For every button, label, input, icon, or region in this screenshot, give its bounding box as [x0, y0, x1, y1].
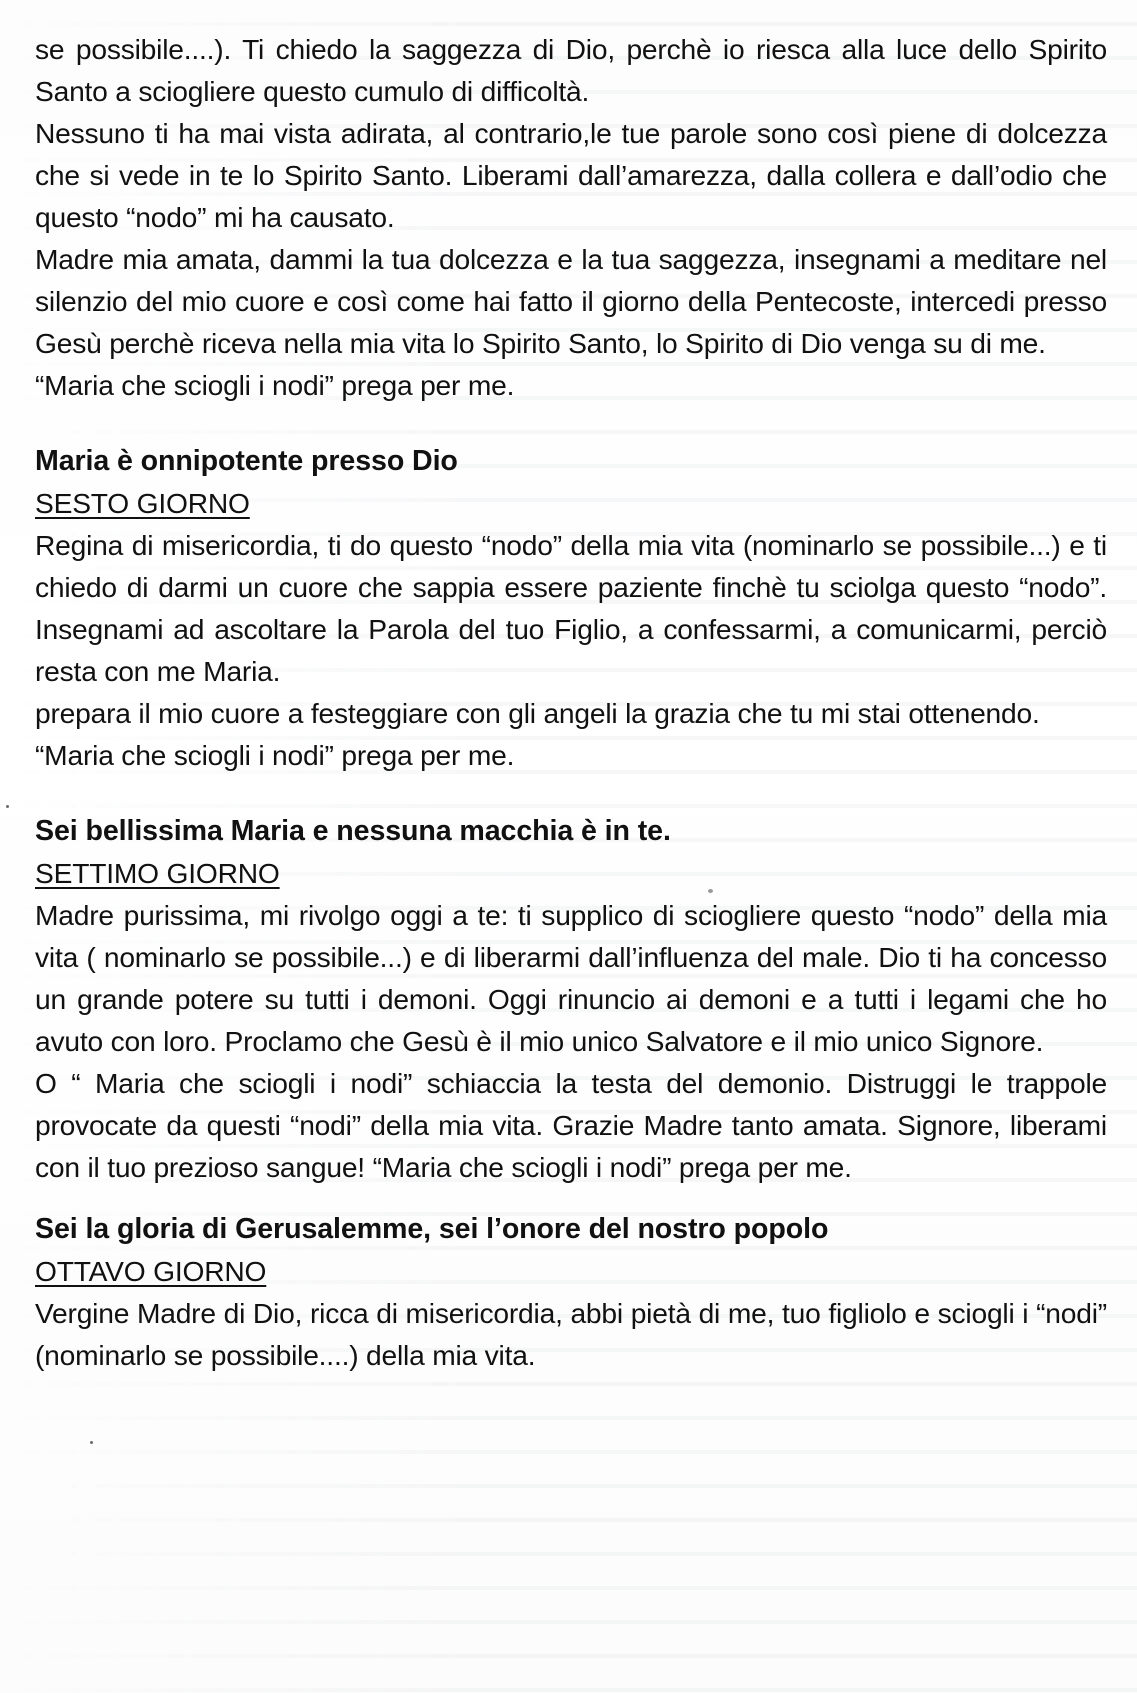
paper-speck	[90, 1441, 93, 1444]
refrain-pray-for-me: “Maria che sciogli i nodi” prega per me.	[35, 369, 515, 401]
paragraph-prepare-heart: prepara il mio cuore a festeggiare con gli angeli la grazia che tu mi stai ottenendo.	[35, 697, 1040, 729]
paragraph-pentecost: Madre mia amata, dammi la tua dolcezza e la tua saggezza, insegnami a meditare nel silenzio del mio cuore e così come hai fatto il giorno della Pentecoste, intercedi presso Gesù perchè riceva nella mia vita lo Spirito Santo, lo Spirito di Dio venga su di me.	[35, 243, 1107, 359]
paper-speck	[708, 889, 713, 893]
paragraph-most-pure-mother: Madre purissima, mi rivolgo oggi a te: ti supplico di sciogliere questo “nodo” della mia vita ( nominarlo se possibile...) e di liberarmi dall’influenza del male. Dio ti ha concesso un grande potere su tutti i demoni. Oggi rinuncio ai demoni e a tutti i legami che ho avuto con loro. Proclamo che Gesù è il mio unico Salvatore e il mio unico Signore.	[35, 899, 1107, 1057]
section-heading-6: Maria è onnipotente presso Dio	[35, 445, 458, 477]
day-label-8	[35, 1250, 1107, 1292]
section-heading-8: Sei la gloria di Gerusalemme, sei l’onore del nostro popolo	[35, 1213, 829, 1245]
spacer	[35, 776, 1107, 810]
spacer	[35, 1188, 1107, 1208]
day-title-ottavo: OTTAVO GIORNO	[35, 1255, 267, 1287]
day-label-7	[35, 852, 1107, 894]
paragraph-queen-of-mercy: Regina di misericordia, ti do questo “nodo” della mia vita (nominarlo se possibile...) e ti chiedo di darmi un cuore che sappia essere paziente finchè tu sciolga questo “nodo”. Insegnami ad ascoltare la Parola del tuo Figlio, a confessarmi, a comunicarmi, perciò resta con me Maria.	[35, 529, 1107, 687]
day-label-6	[35, 482, 1107, 524]
paragraph-wisdom-request: se possibile....). Ti chiedo la saggezza di Dio, perchè io riesca alla luce dello Spirito Santo a sciogliere questo cumulo di difficoltà.	[35, 33, 1107, 107]
paragraph-virgin-mother: Vergine Madre di Dio, ricca di misericordia, abbi pietà di me, tuo figliolo e sciogli i “nodi” (nominarlo se possibile....) della mia vita.	[35, 1297, 1107, 1371]
day-title-settimo: SETTIMO GIORNO	[35, 857, 280, 889]
paper-speck	[6, 805, 9, 808]
refrain-pray-for-me: “Maria che sciogli i nodi” prega per me.	[35, 739, 515, 771]
spacer	[35, 406, 1107, 440]
paragraph-crush-serpent: O “ Maria che sciogli i nodi” schiaccia la testa del demonio. Distruggi le trappole provocate da questi “nodi” della mia vita. Grazie Madre tanto amata. Signore, liberami con il tuo prezioso sangue! “Maria che sciogli i nodi” prega per me.	[35, 1067, 1107, 1183]
day-title-sesto: SESTO GIORNO	[35, 487, 250, 519]
prayer-text	[35, 28, 1107, 1376]
section-heading-7: Sei bellissima Maria e nessuna macchia è in te.	[35, 815, 671, 847]
paragraph-sweetness: Nessuno ti ha mai vista adirata, al contrario,le tue parole sono così piene di dolcezza che si vede in te lo Spirito Santo. Liberami dall’amarezza, dalla collera e dall’odio che questo “nodo” mi ha causato.	[35, 117, 1107, 233]
